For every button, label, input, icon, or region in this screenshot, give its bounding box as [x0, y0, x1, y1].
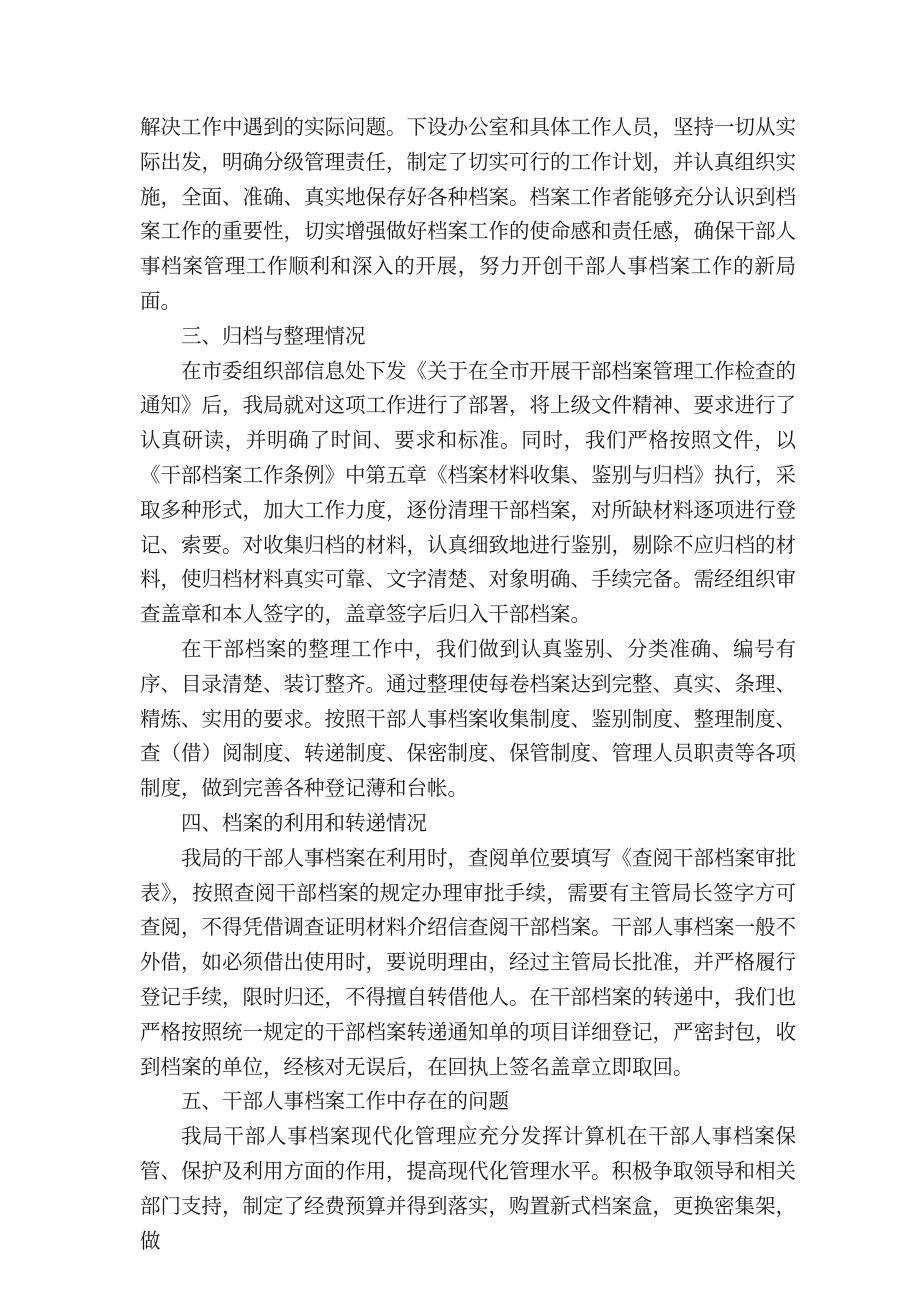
section-heading-3: 三、归档与整理情况 [181, 323, 366, 348]
paragraph-continuation: 解决工作中遇到的实际问题。下设办公室和具体工作人员，坚持一切从实际出发，明确分级管理责任，制定了切实可行的工作计划，并认真组织实施，全面、准确、真实地保存好各种档案。档案工作者能够充分认识到档案工作的重要性，切实增强做好档案工作的使命感和责任感，确保干部人事档案管理工作顺利和深入的开展，努力开创干部人事档案工作的新局面。 [140, 115, 796, 313]
paragraph-archiving: 在市委组织部信息处下发《关于在全市开展干部档案管理工作检查的通知》后，我局就对这项工作进行了部署，将上级文件精神、要求进行了认真研读，并明确了时间、要求和标准。同时，我们严格按照文件，以《干部档案工作条例》中第五章《档案材料收集、鉴别与归档》执行，采取多种形式，加大工作力度，逐份清理干部档案，对所缺材料逐项进行登记、索要。对收集归档的材料，认真细致地进行鉴别，剔除不应归档的材料，使归档材料真实可靠、文字清楚、对象明确、手续完备。需经组织审查盖章和本人签字的，盖章签字后归入干部档案。 [140, 358, 796, 627]
section-heading-4: 四、档案的利用和转递情况 [181, 810, 427, 835]
paragraph-organizing: 在干部档案的整理工作中，我们做到认真鉴别、分类准确、编号有序、目录清楚、装订整齐。通过整理使每卷档案达到完整、真实、条理、精炼、实用的要求。按照干部人事档案收集制度、鉴别制度、整理制度、查（借）阅制度、转递制度、保密制度、保管制度、管理人员职责等各项制度，做到完善各种登记薄和台帐。 [140, 636, 796, 801]
paragraph-utilization: 我局的干部人事档案在利用时，查阅单位要填写《查阅干部档案审批表》，按照查阅干部档案的规定办理审批手续，需要有主管局长签字方可查阅，不得凭借调查证明材料介绍信查阅干部档案。干部人事档案一般不外借，如必须借出使用时，要说明理由，经过主管局长批准，并严格履行登记手续，限时归还，不得擅自转借他人。在干部档案的转递中，我们也严格按照统一规定的干部档案转递通知单的项目详细登记，严密封包，收到档案的单位，经核对无误后，在回执上签名盖章立即取回。 [140, 845, 796, 1079]
section-heading-5: 五、干部人事档案工作中存在的问题 [181, 1089, 509, 1114]
paragraph-problems: 我局干部人事档案现代化管理应充分发挥计算机在干部人事档案保管、保护及利用方面的作用，提高现代化管理水平。积极争取领导和相关部门支持，制定了经费预算并得到落实，购置新式档案盒，更换密集架，做 [140, 1124, 796, 1253]
document-body [140, 110, 796, 1258]
